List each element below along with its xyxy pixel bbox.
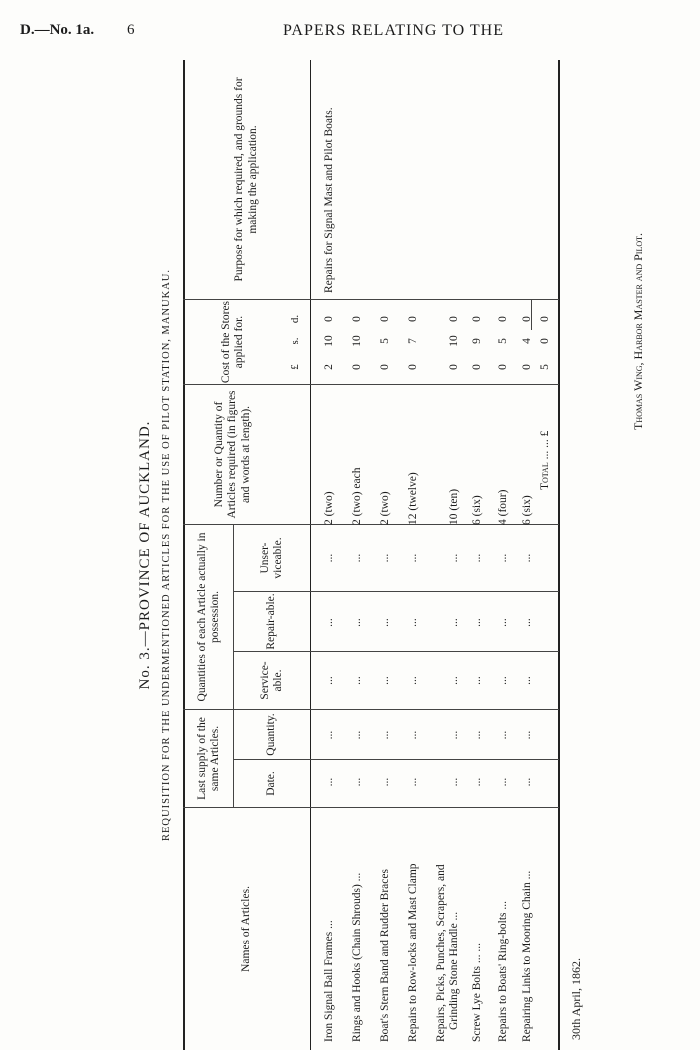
cost-pence: 0 <box>521 316 533 322</box>
unserviceable-cell: ... <box>497 553 509 563</box>
table-row <box>323 60 351 1050</box>
header-quantity: Quantity. <box>265 713 278 756</box>
cost-pence: 0 <box>471 316 483 322</box>
article-name: Boat's Stern Band and Rudder Braces <box>379 869 391 1042</box>
rotated-page-content <box>125 60 650 1050</box>
cost-pounds: 0 <box>407 364 419 370</box>
serviceable-cell: ... <box>471 676 483 685</box>
requisition-table <box>183 60 560 1050</box>
article-name: Repairing Links to Mooring Chain ... <box>521 870 533 1042</box>
header-number-required: Number or Quantity of Articles required (in figures and words at length). <box>213 390 252 519</box>
signature: Thomas Wing, Harbor Master and Pilot. <box>631 232 645 430</box>
date-cell: ... <box>351 777 363 787</box>
repairable-cell: ... <box>323 618 335 627</box>
header-names: Names of Articles. <box>239 886 252 972</box>
cost-pounds: 0 <box>351 364 363 370</box>
document-date: 30th April, 1862. <box>569 957 583 1040</box>
header-serviceable: Service-able. <box>258 661 284 700</box>
page-number: 6 <box>127 22 135 38</box>
quantity-cell: ... <box>407 730 419 740</box>
currency-pounds-label: £ <box>289 364 301 370</box>
cost-pence: 0 <box>379 316 391 322</box>
required-cell: 2 (two) <box>379 491 391 525</box>
table-row <box>471 60 499 1050</box>
document-code: D.—No. 1a. <box>20 22 95 38</box>
cost-pounds: 2 <box>323 364 335 370</box>
total-pounds: 5 <box>539 364 551 370</box>
date-cell: ... <box>521 777 533 787</box>
date-cell: ... <box>379 777 391 787</box>
header-date: Date. <box>265 771 278 796</box>
quantity-cell: ... <box>521 730 533 740</box>
header-bottom-rule <box>310 60 311 1050</box>
header-last-supply: Last supply of the same Articles. <box>195 717 221 800</box>
unserviceable-cell: ... <box>471 553 483 563</box>
cost-shillings: 9 <box>471 338 483 344</box>
quantity-cell: ... <box>379 730 391 740</box>
article-name: Repairs to Boats' Ring-bolts ... <box>497 900 509 1042</box>
quantity-cell: ... <box>471 730 483 740</box>
unserviceable-cell: ... <box>323 553 335 563</box>
required-cell: 10 (ten) <box>448 488 460 525</box>
date-cell: ... <box>471 777 483 787</box>
running-title: PAPERS RELATING TO THE <box>283 22 504 39</box>
cost-pounds: 0 <box>497 364 509 370</box>
header-purpose: Purpose for which required, and grounds for making the application. <box>233 77 259 282</box>
header-quantities-possession: Quantities of each Article actually in possession. <box>195 532 221 702</box>
document-title: No. 3.—PROVINCE OF AUCKLAND. <box>137 420 153 690</box>
cost-pounds: 0 <box>448 364 460 370</box>
cost-shillings: 10 <box>351 335 363 347</box>
total-shillings: 0 <box>539 338 551 344</box>
article-name: Repairs to Row-locks and Mast Clamp <box>407 863 419 1042</box>
currency-shillings-label: s. <box>289 337 301 345</box>
date-cell: ... <box>497 777 509 787</box>
date-cell: ... <box>323 777 335 787</box>
article-name: Iron Signal Ball Frames ... <box>323 920 335 1042</box>
required-cell: 4 (four) <box>497 489 509 525</box>
header-cost: Cost of the Stores applied for. <box>219 300 245 384</box>
unserviceable-cell: ... <box>379 553 391 563</box>
serviceable-cell: ... <box>497 676 509 685</box>
repairable-cell: ... <box>521 618 533 627</box>
date-cell: ... <box>448 777 460 787</box>
header-unserviceable: Unser-viceable. <box>258 537 284 579</box>
page-header <box>0 22 700 46</box>
repairable-cell: ... <box>379 618 391 627</box>
serviceable-cell: ... <box>379 676 391 685</box>
total-pence: 0 <box>539 316 551 322</box>
unserviceable-cell: ... <box>407 553 419 563</box>
table-row <box>379 60 407 1050</box>
serviceable-cell: ... <box>323 676 335 685</box>
article-name: Rings and Hooks (Chain Shrouds) ... <box>351 872 363 1042</box>
repairable-cell: ... <box>497 618 509 627</box>
cost-shillings: 5 <box>379 338 391 344</box>
article-name-continued: Grinding Stone Handle ... <box>448 911 460 1030</box>
cost-pounds: 0 <box>379 364 391 370</box>
serviceable-cell: ... <box>351 676 363 685</box>
unserviceable-cell: ... <box>448 553 460 563</box>
document-subtitle: REQUISITION FOR THE UNDERMENTIONED ARTICLES FOR THE USE OF PILOT STATION, MANUKAU. <box>161 269 172 841</box>
cost-shillings: 10 <box>448 335 460 347</box>
serviceable-cell: ... <box>521 676 533 685</box>
currency-pence-label: d. <box>289 314 301 324</box>
quantity-cell: ... <box>323 730 335 740</box>
article-name: Screw Lye Bolts ... ... <box>471 942 483 1042</box>
repairable-cell: ... <box>351 618 363 627</box>
required-cell: 12 (twelve) <box>407 472 419 525</box>
date-cell: ... <box>407 777 419 787</box>
cost-pounds: 0 <box>471 364 483 370</box>
repairable-cell: ... <box>471 618 483 627</box>
repairable-cell: ... <box>407 618 419 627</box>
quantity-cell: ... <box>497 730 509 740</box>
total-row <box>539 60 559 1050</box>
quantity-cell: ... <box>351 730 363 740</box>
unserviceable-cell: ... <box>521 553 533 563</box>
cost-pence: 0 <box>351 316 363 322</box>
cost-shillings: 7 <box>407 338 419 344</box>
cost-pounds: 0 <box>521 364 533 370</box>
required-cell: 2 (two) <box>323 491 335 525</box>
serviceable-cell: ... <box>448 676 460 685</box>
required-cell: 6 (six) <box>471 495 483 525</box>
cost-shillings: 4 <box>521 338 533 344</box>
repairable-cell: ... <box>448 618 460 627</box>
table-row <box>351 60 379 1050</box>
quantity-cell: ... <box>448 730 460 740</box>
article-name: Repairs, Picks, Punches, Scrapers, and <box>435 864 447 1042</box>
cost-shillings: 10 <box>323 335 335 347</box>
required-cell: 2 (two) each <box>351 467 363 525</box>
table-row <box>407 60 435 1050</box>
cost-pence: 0 <box>323 316 335 322</box>
header-repairable: Repair-able. <box>265 593 278 650</box>
cost-shillings: 5 <box>497 338 509 344</box>
unserviceable-cell: ... <box>351 553 363 563</box>
serviceable-cell: ... <box>407 676 419 685</box>
cost-pence: 0 <box>448 316 460 322</box>
required-cell: 6 (six) <box>521 495 533 525</box>
cost-pence: 0 <box>497 316 509 322</box>
cost-pence: 0 <box>407 316 419 322</box>
table-row <box>435 60 469 1050</box>
purpose-cell: Repairs for Signal Mast and Pilot Boats. <box>323 107 335 293</box>
total-label: Total ... ... £ <box>539 430 551 490</box>
